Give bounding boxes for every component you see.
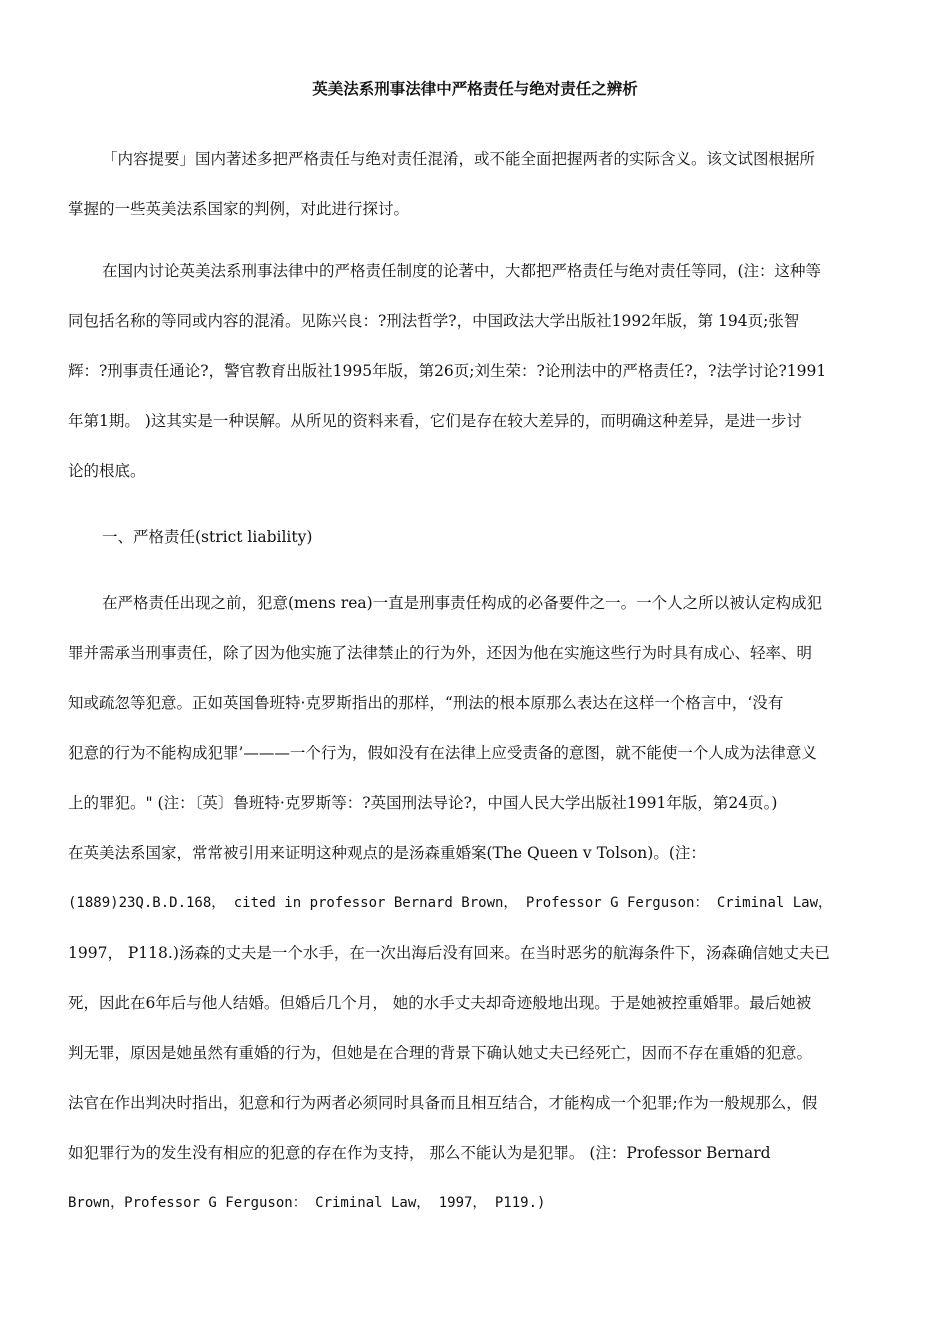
section-heading-paragraph — [68, 512, 890, 562]
body-line-5: 上的罪犯。" (注：〔英〕鲁班特·克罗斯等：?英国刑法导论?，中国人民大学出版社1991年版，第24页。) — [68, 794, 778, 812]
body-line-3: 知或疏忽等犯意。正如英国鲁班特·克罗斯指出的那样，“刑法的根本原那么表达在这样一个格言中，‘没有 — [68, 694, 784, 712]
body-line-12: 如犯罪行为的发生没有相应的犯意的存在作为支持， 那么不能认为是犯罪。 (注：Professor Bernard — [68, 1144, 771, 1162]
body-line-7: (1889)23Q.B.D.168， cited in professor Bernard Brown， Professor G Ferguson： Criminal Law， — [68, 895, 833, 911]
intro-line-1: 在国内讨论英美法系刑事法律中的严格责任制度的论著中，大都把严格责任与绝对责任等同，(注：这种等 — [102, 262, 822, 280]
intro-line-3: 辉：?刑事责任通论?，警官教育出版社1995年版，第26页;刘生荣：?论刑法中的严格责任?，?法学讨论?1991 — [68, 362, 827, 380]
abstract-line-2: 掌握的一些英美法系国家的判例，对此进行探讨。 — [68, 200, 410, 218]
body-line-2: 罪并需承当刑事责任，除了因为他实施了法律禁止的行为外，还因为他在实施这些行为时具有成心、轻率、明 — [68, 644, 813, 662]
body-line-10: 判无罪，原因是她虽然有重婚的行为，但她是在合理的背景下确认她丈夫已经死亡，因而不存在重婚的犯意。 — [68, 1044, 813, 1062]
body-line-13: Brown，Professor G Ferguson： Criminal Law， 1997， P119.) — [68, 1195, 546, 1211]
body-line-6: 在英美法系国家，常常被引用来证明这种观点的是汤森重婚案(The Queen v Tolson)。(注： — [68, 844, 706, 862]
abstract-paragraph — [68, 134, 890, 234]
abstract-line-1: 「内容提要」国内著述多把严格责任与绝对责任混淆，或不能全面把握两者的实际含义。该文试图根据所 — [102, 150, 816, 168]
body-line-11: 法官在作出判决时指出，犯意和行为两者必须同时具备而且相互结合，才能构成一个犯罪;作为一般规那么，假 — [68, 1094, 818, 1112]
intro-line-5: 论的根底。 — [68, 462, 146, 480]
body-paragraph — [68, 578, 890, 1228]
body-line-9: 死，因此在6年后与他人结婚。但婚后几个月， 她的水手丈夫却奇迹般地出现。于是她被控重婚罪。最后她被 — [68, 994, 812, 1012]
section-heading: 一、严格责任(strict liability) — [102, 528, 313, 546]
body-line-1: 在严格责任出现之前，犯意(mens rea)一直是刑事责任构成的必备要件之一。一个人之所以被认定构成犯 — [102, 594, 823, 612]
body-line-4: 犯意的行为不能构成犯罪’———一个行为，假如没有在法律上应受责备的意图，就不能使一个人成为法律意义 — [68, 744, 817, 762]
intro-line-2: 同包括名称的等同或内容的混淆。见陈兴良：?刑法哲学?，中国政法大学出版社1992年版，第 194页;张智 — [68, 312, 800, 330]
intro-line-4: 年第1期。 )这其实是一种误解。从所见的资料来看，它们是存在较大差异的，而明确这种差异，是进一步讨 — [68, 412, 802, 430]
body-line-8: 1997， P118.)汤森的丈夫是一个水手，在一次出海后没有回来。在当时恶劣的航海条件下，汤森确信她丈夫已 — [68, 944, 830, 962]
intro-paragraph — [68, 246, 890, 496]
document-title: 英美法系刑事法律中严格责任与绝对责任之辨析 — [312, 80, 638, 98]
